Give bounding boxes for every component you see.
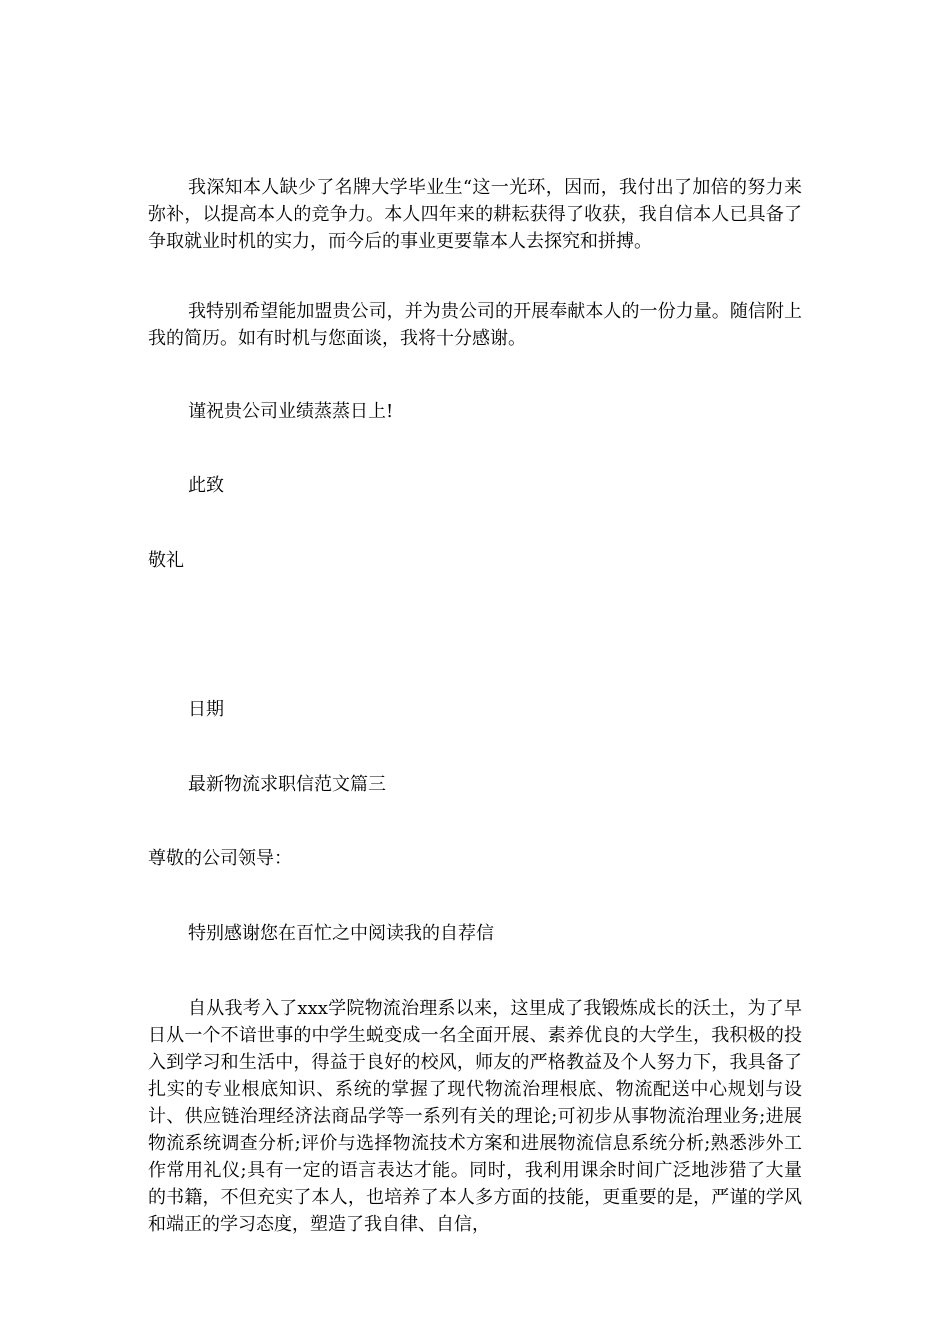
date-label: 日期	[188, 699, 224, 720]
closing-salutation: 此致	[188, 475, 224, 496]
paragraph-education: 自从我考入了xxx学院物流治理系以来，这里成了我锻炼成长的沃土，为了早日从一个不谙世事的中学生蜕变成一名全面开展、素养优良的大学生，我积极的投入到学习和生活中，得益于良好的校风，师友的严格教益及个人努力下，我具备了扎实的专业根底知识、系统的掌握了现代物流治理根底、物流配送中心规划与设计、供应链治理经济法商品学等一系列有关的理论;可初步从事物流治理业务;进展物流系统调查分析;评价与选择物流技术方案和进展物流信息系统分析;熟悉涉外工作常用礼仪;具有一定的语言表达才能。同时，我利用课余时间广泛地涉猎了大量的书籍，不但充实了本人，也培养了本人多方面的技能，更重要的是，严谨的学风和端正的学习态度，塑造了我自律、自信，	[148, 998, 802, 1235]
closing-regards: 敬礼	[148, 550, 184, 571]
paragraph-join-request: 我特别希望能加盟贵公司，并为贵公司的开展奉献本人的一份力量。随信附上我的简历。如有时机与您面谈，我将十分感谢。	[148, 301, 802, 349]
paragraph-wishes: 谨祝贵公司业绩蒸蒸日上!	[188, 401, 394, 422]
paragraph-self-assessment: 我深知本人缺少了名牌大学毕业生“这一光环，因而，我付出了加倍的努力来弥补，以提高本人的竞争力。本人四年来的耕耘获得了收获，我自信本人已具备了争取就业时机的实力，而今后的事业更要靠本人去探究和拼搏。	[148, 177, 802, 252]
greeting: 尊敬的公司领导：	[148, 848, 292, 869]
paragraph-thanks: 特别感谢您在百忙之中阅读我的自荐信	[188, 923, 494, 944]
section-title: 最新物流求职信范文篇三	[188, 774, 386, 795]
